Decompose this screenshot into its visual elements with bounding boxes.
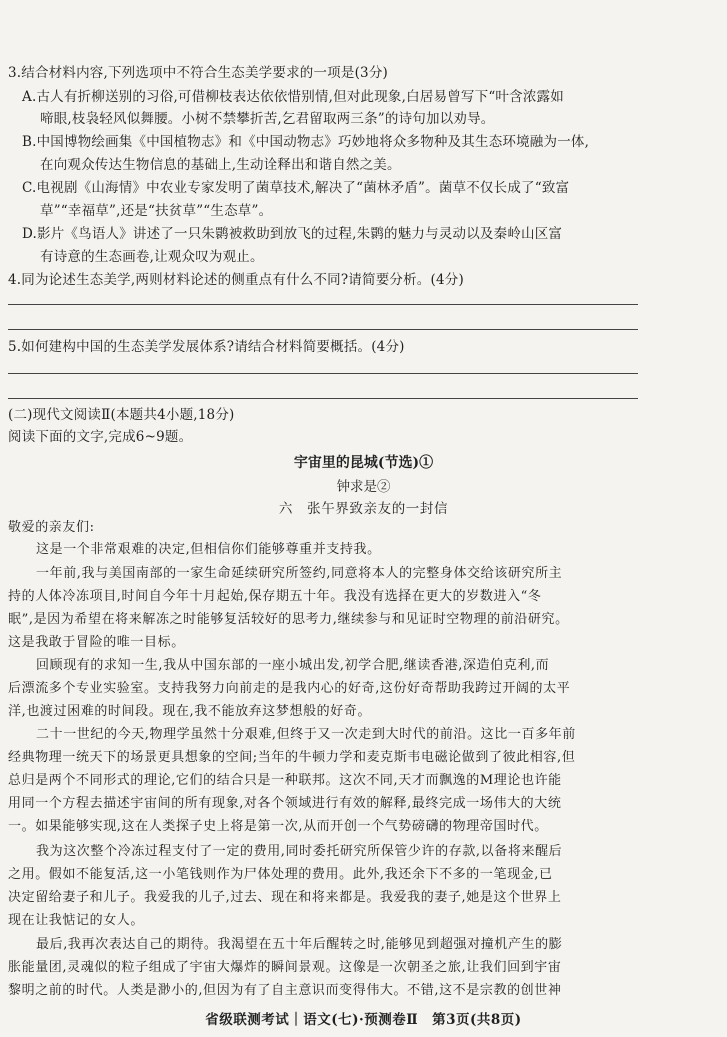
letter-line: 总归是两个不同形式的理论,它们的结合只是一种联邦。这次不同,天才而飘逸的M理论也许能 <box>8 773 562 788</box>
letter-line: 这是一个非常艰难的决定,但相信你们能够尊重并支持我。 <box>36 542 381 557</box>
letter-line: 之用。假如不能复活,这一小笔钱则作为尸体处理的费用。此外,我还余下不多的一笔现金,已 <box>8 867 553 882</box>
letter-line: 这是我敢于冒险的唯一目标。 <box>8 635 185 650</box>
q4-stem: 4.同为论述生态美学,两则材料论述的侧重点有什么不同?请简要分析。(4分) <box>8 272 464 288</box>
letter-line: 我为这次整个冷冻过程支付了一定的费用,同时委托研究所保管少许的存款,以备将来醒后 <box>36 844 563 859</box>
letter-line: 黎明之前的时代。人类是渺小的,但因为有了自主意识而变得伟大。不错,这不是宗教的创世神 <box>8 983 562 998</box>
q3-option-a-line2: 啼眼,枝袅轻风似舞腰。小树不禁攀折苦,乞君留取两三条”的诗句加以劝导。 <box>40 111 495 127</box>
letter-salutation: 敬爱的亲友们: <box>8 520 95 535</box>
letter-line: 二十一世纪的今天,物理学虽然十分艰难,但终于又一次走到大时代的前沿。这比一百多年前 <box>36 727 576 742</box>
letter-line: 决定留给妻子和儿子。我爱我的儿子,过去、现在和将来都是。我爱我的妻子,她是这个世界上 <box>8 890 562 905</box>
section-heading: (二)现代文阅读Ⅱ(本题共4小题,18分) <box>8 407 235 423</box>
letter-line: 用同一个方程去描述宇宙间的所有现象,对各个领域进行有效的解释,最终完成一场伟大的大统 <box>8 796 562 811</box>
q3-option-a-line1: A.古人有折柳送别的习俗,可借柳枝表达依依惜别情,但对此现象,白居易曾写下“叶含浓露如 <box>22 89 564 105</box>
q5-stem: 5.如何建构中国的生态美学发展体系?请结合材料简要概括。(4分) <box>8 339 405 355</box>
q4-answer-line-1[interactable] <box>8 304 638 305</box>
letter-line: 现在让我惦记的女人。 <box>8 913 145 928</box>
letter-line: 后漂流多个专业实验室。支持我努力向前走的是我内心的好奇,这份好奇帮助我跨过开阔的太平 <box>8 681 571 696</box>
letter-line: 一。如果能够实现,这在人类探子史上将是第一次,从而开创一个气势磅礴的物理帝国时代。 <box>8 819 548 834</box>
q3-option-d-line2: 有诗意的生态画卷,让观众叹为观止。 <box>40 249 264 265</box>
letter-line: 经典物理一统天下的场景更具想象的空间;当年的牛顿力学和麦克斯韦电磁论做到了彼此相容,但 <box>8 750 576 765</box>
letter-line: 回顾现有的求知一生,我从中国东部的一座小城出发,初学合肥,继读香港,深造伯克利,而 <box>36 658 550 673</box>
passage-chapter: 六 张午界致亲友的一封信 <box>278 501 449 517</box>
q3-option-d-line1: D.影片《鸟语人》讲述了一只朱鹮被救助到放飞的过程,朱鹮的魅力与灵动以及秦岭山区富 <box>22 226 563 242</box>
letter-line: 胀能量团,灵魂似的粒子组成了宇宙大爆炸的瞬间景观。这像是一次朝圣之旅,让我们回到宇宙 <box>8 960 562 975</box>
q5-answer-line-1[interactable] <box>8 373 638 374</box>
letter-line: 最后,我再次表达自己的期待。我渴望在五十年后醒转之时,能够见到超强对撞机产生的膨 <box>36 937 563 952</box>
q3-option-b-line1: B.中国博物绘画集《中国植物志》和《中国动物志》巧妙地将众多物种及其生态环境融为一体, <box>22 134 590 150</box>
letter-line: 洋,也渡过困难的时间段。现在,我不能放弃这梦想般的好奇。 <box>8 704 372 719</box>
letter-line: 眠”,是因为希望在将来解冻之时能够复活较好的思考力,继续参与和见证时空物理的前沿研究。 <box>8 612 569 627</box>
passage-title: 宇宙里的昆城(节选)① <box>293 455 434 471</box>
q4-answer-line-2[interactable] <box>8 329 638 330</box>
q3-option-b-line2: 在向观众传达生物信息的基础上,生动诠释出和谐自然之美。 <box>40 157 401 173</box>
letter-line: 一年前,我与美国南部的一家生命延续研究所签约,同意将本人的完整身体交给该研究所主 <box>36 566 563 581</box>
q3-option-c-line1: C.电视剧《山海情》中农业专家发明了菌草技术,解决了“菌林矛盾”。菌草不仅长成了“致富 <box>22 180 570 196</box>
q3-stem: 3.结合材料内容,下列选项中不符合生态美学要求的一项是(3分) <box>8 65 388 81</box>
q3-option-c-line2: 草”“幸福草”,还是“扶贫草”“生态草”。 <box>40 203 273 219</box>
passage-author: 钟求是② <box>336 479 391 495</box>
section-instruction: 阅读下面的文字,完成6~9题。 <box>8 429 193 445</box>
letter-line: 持的人体冷冻项目,时间自今年十月起始,保存期五十年。我没有选择在更大的岁数进入“冬 <box>8 589 542 604</box>
q5-answer-line-2[interactable] <box>8 398 638 399</box>
page-footer: 省级联测考试｜语文(七)·预测卷Ⅱ 第3页(共8页) <box>205 1012 522 1028</box>
